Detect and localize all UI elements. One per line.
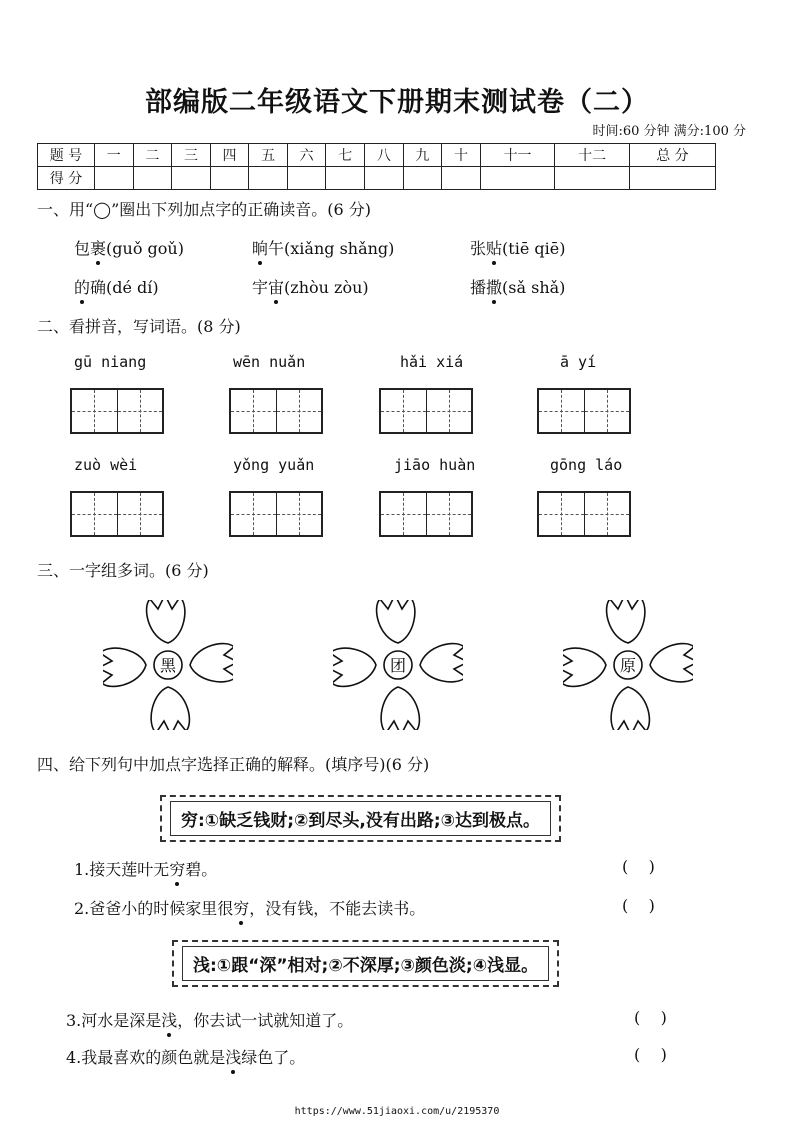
pinyin-label: jiāo huàn bbox=[394, 456, 476, 474]
petal[interactable] bbox=[420, 644, 463, 682]
reading-options: (sǎ shǎ) bbox=[502, 278, 566, 297]
sentence-text: 3.河水是深是 bbox=[66, 1011, 162, 1030]
sentence-text: 2.爸爸小的时候家里很 bbox=[74, 899, 234, 918]
answer-blank[interactable]: ( ) bbox=[622, 896, 655, 915]
section-1-title: 一、用“◯”圈出下列加点字的正确读音。(6 分) bbox=[37, 200, 372, 219]
sentence-text: 绿色了。 bbox=[241, 1048, 306, 1067]
score-cell[interactable] bbox=[442, 167, 481, 190]
writing-grid[interactable] bbox=[379, 491, 473, 537]
score-table-header-cell: 七 bbox=[326, 144, 365, 167]
sentence-text: 1.接天莲叶无 bbox=[74, 860, 170, 879]
score-cell[interactable] bbox=[133, 167, 172, 190]
dotted-char: 的 bbox=[74, 275, 90, 298]
dotted-char: 贴 bbox=[486, 236, 502, 259]
score-table-header-cell: 九 bbox=[403, 144, 442, 167]
score-cell[interactable] bbox=[172, 167, 211, 190]
flower-icon bbox=[103, 600, 233, 730]
dotted-char: 裹 bbox=[90, 236, 106, 259]
answer-blank[interactable]: ( ) bbox=[622, 857, 655, 876]
reading-char: 宇 bbox=[252, 278, 269, 297]
dotted-char: 撒 bbox=[486, 275, 502, 298]
score-cell[interactable] bbox=[210, 167, 249, 190]
petal[interactable] bbox=[151, 687, 189, 730]
petal[interactable] bbox=[333, 648, 376, 686]
score-cell[interactable] bbox=[365, 167, 404, 190]
petal[interactable] bbox=[377, 600, 415, 643]
score-cell[interactable] bbox=[555, 167, 630, 190]
definition-box-qiong bbox=[160, 795, 561, 842]
writing-grid[interactable] bbox=[537, 388, 631, 434]
grid-cell[interactable] bbox=[117, 493, 163, 535]
score-table-header-cell: 十 bbox=[442, 144, 481, 167]
score-table-header-cell: 八 bbox=[365, 144, 404, 167]
reading-char: 播 bbox=[470, 278, 487, 297]
flower-icon bbox=[563, 600, 693, 730]
dotted-char: 宙 bbox=[268, 275, 284, 298]
definition-box-qian bbox=[172, 940, 559, 987]
dotted-char: 穷 bbox=[169, 857, 185, 880]
reading-options: 确(dé dí) bbox=[90, 278, 159, 297]
score-table-header-cell: 六 bbox=[287, 144, 326, 167]
score-cell[interactable] bbox=[403, 167, 442, 190]
sentence-text: ，没有钱，不能去读书。 bbox=[249, 899, 426, 918]
word-flower[interactable] bbox=[563, 600, 693, 730]
grid-cell[interactable] bbox=[584, 493, 630, 535]
flower-char: 黑 bbox=[159, 656, 177, 675]
grid-cell[interactable] bbox=[276, 493, 322, 535]
reading-item[interactable] bbox=[470, 275, 565, 298]
dotted-char: 浅 bbox=[225, 1045, 241, 1068]
flower-icon bbox=[333, 600, 463, 730]
sentence-text: 碧。 bbox=[185, 860, 218, 879]
reading-options: 午(xiǎng shǎng) bbox=[268, 239, 395, 258]
reading-char: 晌 bbox=[252, 236, 268, 259]
score-cell[interactable] bbox=[480, 167, 555, 190]
writing-grid[interactable] bbox=[229, 388, 323, 434]
petal[interactable] bbox=[147, 600, 185, 643]
score-cell[interactable] bbox=[287, 167, 326, 190]
pinyin-label: yǒng yuǎn bbox=[233, 456, 315, 474]
reading-item[interactable] bbox=[252, 236, 394, 259]
writing-grid[interactable] bbox=[379, 388, 473, 434]
grid-cell[interactable] bbox=[426, 493, 472, 535]
writing-grid[interactable] bbox=[229, 491, 323, 537]
grid-cell[interactable] bbox=[72, 390, 117, 432]
score-table-header-cell: 四 bbox=[210, 144, 249, 167]
score-table-score-row bbox=[38, 167, 716, 190]
reading-item[interactable] bbox=[74, 236, 184, 259]
footer-url: https://www.51jiaoxi.com/u/2195370 bbox=[294, 1106, 500, 1117]
page-title: 部编版二年级语文下册期末测试卷（二） bbox=[145, 87, 649, 118]
score-table-header-cell: 一 bbox=[95, 144, 134, 167]
petal[interactable] bbox=[607, 600, 645, 643]
score-table-header-row bbox=[38, 144, 716, 167]
reading-options: (tiē qiē) bbox=[502, 239, 566, 258]
question-sentence bbox=[66, 1045, 305, 1068]
grid-cell[interactable] bbox=[231, 493, 276, 535]
score-table-header-cell: 三 bbox=[172, 144, 211, 167]
pinyin-label: zuò wèi bbox=[74, 456, 138, 474]
pinyin-label: hǎi xiá bbox=[400, 353, 464, 371]
pinyin-label: gōng láo bbox=[550, 456, 623, 474]
answer-blank[interactable]: ( ) bbox=[634, 1008, 667, 1027]
petal[interactable] bbox=[611, 687, 649, 730]
question-sentence bbox=[66, 1008, 353, 1031]
grid-cell[interactable] bbox=[276, 390, 322, 432]
score-cell[interactable] bbox=[326, 167, 365, 190]
reading-options: (zhòu zòu) bbox=[284, 278, 369, 297]
reading-item[interactable] bbox=[74, 275, 159, 298]
score-cell[interactable] bbox=[249, 167, 288, 190]
score-table-header-cell: 题 号 bbox=[38, 144, 95, 167]
score-cell[interactable] bbox=[95, 167, 134, 190]
exam-meta: 时间:60 分钟 满分:100 分 bbox=[592, 124, 746, 139]
answer-blank[interactable]: ( ) bbox=[634, 1045, 667, 1064]
grid-cell[interactable] bbox=[539, 390, 584, 432]
sentence-text: 4.我最喜欢的颜色就是 bbox=[66, 1048, 226, 1067]
grid-cell[interactable] bbox=[584, 390, 630, 432]
dotted-char: 穷 bbox=[233, 896, 249, 919]
score-table-header-cell: 十二 bbox=[555, 144, 630, 167]
writing-grid[interactable] bbox=[537, 491, 631, 537]
petal[interactable] bbox=[650, 644, 693, 682]
petal[interactable] bbox=[190, 644, 233, 682]
section-4-title: 四、给下列句中加点字选择正确的解释。(填序号)(6 分) bbox=[37, 755, 430, 774]
definition-text-qiong: 穷:①缺乏钱财;②到尽头,没有出路;③达到极点。 bbox=[170, 801, 551, 836]
grid-cell[interactable] bbox=[426, 390, 472, 432]
writing-grid[interactable] bbox=[70, 388, 164, 434]
score-table-header-cell: 五 bbox=[249, 144, 288, 167]
question-sentence bbox=[74, 857, 217, 880]
definition-text-qian: 浅:①跟“深”相对;②不深厚;③颜色淡;④浅显。 bbox=[182, 946, 549, 981]
sentence-text: ，你去试一试就知道了。 bbox=[177, 1011, 354, 1030]
reading-options: (guǒ goǔ) bbox=[106, 239, 184, 258]
petal[interactable] bbox=[103, 648, 146, 686]
reading-char: 张 bbox=[470, 239, 487, 258]
question-sentence bbox=[74, 896, 425, 919]
score-table bbox=[37, 143, 716, 190]
grid-cell[interactable] bbox=[72, 493, 117, 535]
pinyin-label: ā yí bbox=[560, 353, 597, 371]
petal[interactable] bbox=[563, 648, 606, 686]
pinyin-label: wēn nuǎn bbox=[233, 353, 306, 371]
flower-char: 原 bbox=[619, 656, 637, 675]
score-table-header-cell: 十一 bbox=[480, 144, 555, 167]
word-flower[interactable] bbox=[333, 600, 463, 730]
word-flower[interactable] bbox=[103, 600, 233, 730]
grid-cell[interactable] bbox=[231, 390, 276, 432]
grid-cell[interactable] bbox=[381, 390, 426, 432]
reading-item[interactable] bbox=[470, 236, 565, 259]
petal[interactable] bbox=[381, 687, 419, 730]
section-2-title: 二、看拼音，写词语。(8 分) bbox=[37, 317, 241, 336]
grid-cell[interactable] bbox=[539, 493, 584, 535]
score-table-header-cell: 二 bbox=[133, 144, 172, 167]
score-row-label: 得 分 bbox=[38, 167, 95, 190]
flower-char: 团 bbox=[389, 656, 407, 675]
writing-grid[interactable] bbox=[70, 491, 164, 537]
reading-char: 包 bbox=[74, 239, 91, 258]
pinyin-label: gū niang bbox=[74, 353, 147, 371]
score-cell[interactable] bbox=[629, 167, 715, 190]
score-table-header-cell: 总 分 bbox=[629, 144, 715, 167]
grid-cell[interactable] bbox=[381, 493, 426, 535]
reading-item[interactable] bbox=[252, 275, 369, 298]
dotted-char: 浅 bbox=[161, 1008, 177, 1031]
section-3-title: 三、一字组多词。(6 分) bbox=[37, 561, 209, 580]
grid-cell[interactable] bbox=[117, 390, 163, 432]
